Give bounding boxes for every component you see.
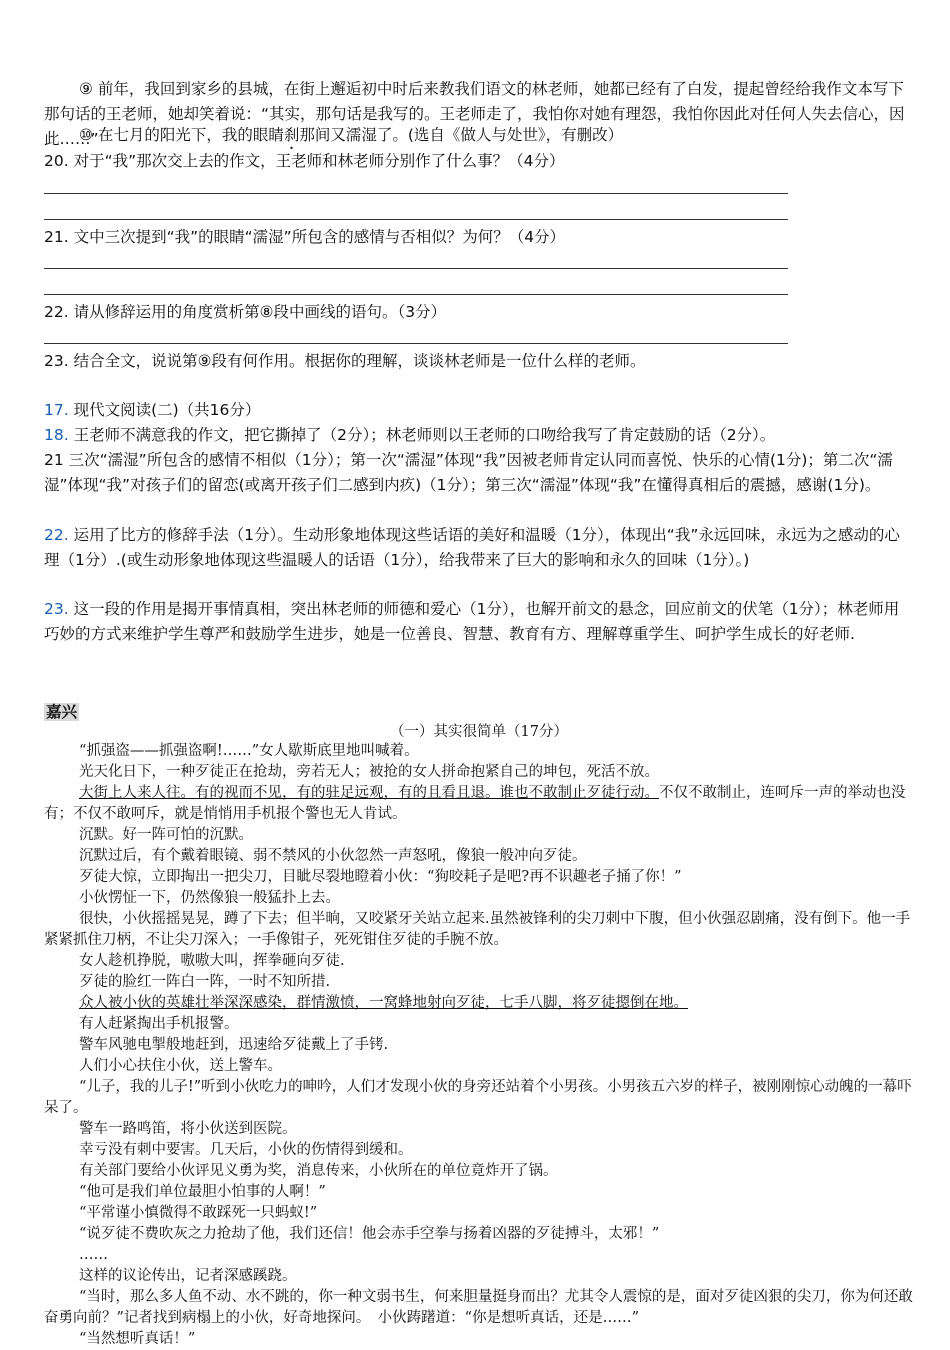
paragraph-9: ⑨ 前年，我回到家乡的县城，在街上邂逅初中时后来教我们语文的林老师，她都已经有了白发，提起曾经给我作文本写下那句话的王老师，她却笑着说：“其实，那句话是我写的。王老师走了，我怕你对她有理怨，我怕你因此对任何人失去信心，因此……” [44,80,905,148]
passage-line: 歹徒的脸红一阵白一阵，一时不知所措. [79,974,331,990]
answer-line[interactable] [44,268,788,269]
answer-number: 18. [44,426,69,444]
passage-line: 警车一路鸣笛，将小伙送到医院。 [79,1121,297,1137]
section-label-text: 嘉兴 [46,703,78,721]
passage-line: 沉默过后，有个戴着眼镜、弱不禁风的小伙忽然一声怒吼，像狼一般冲向歹徒。 [79,848,587,864]
paragraph-10-emphasis: 刹 [283,126,300,144]
underlined-sentence: 大街上人来人往。有的视而不见，有的驻足远观，有的且看且退。谁也不敢制止歹徒行动。 [79,785,659,801]
passage-line: 人们小心扶住小伙，送上警车。 [79,1058,282,1074]
passage-line [44,783,914,825]
passage-line [44,993,914,1014]
question-21: 21. 文中三次提到“我”的眼睛“濡湿”所包含的感情与否相似？为何？（4分） [44,228,566,246]
passage-line: 小伙愣怔一下，仍然像狼一般猛扑上去。 [79,890,340,906]
passage-line: “他可是我们单位最胆小怕事的人啊！” [79,1184,326,1200]
question-20: 20. 对于“我”那次交上去的作文，王老师和林老师分别作了什么事？（4分） [44,152,565,170]
passage-line: “说歹徒不费吹灰之力抢劫了他，我们还信！他会赤手空拳与扬着凶器的歹徒搏斗，太邪！” [79,1226,660,1242]
passage-line: “当然想听真话！” [79,1331,196,1347]
answer-line[interactable] [44,219,788,220]
passage-line: 歹徒大惊，立即掏出一把尖刀，目眦尽裂地瞪着小伙：“狗咬耗子是吧?再不识趣老子捅了你！” [79,869,682,885]
answer-line[interactable] [44,343,788,344]
passage-line: 这样的议论传出，记者深感蹊跷。 [79,1268,297,1284]
passage-line: “平常谨小慎微得不敢踩死一只蚂蚁!” [79,1205,318,1221]
passage-line: 很快，小伙摇摇晃晃，蹲了下去；但半晌，又咬紧牙关站立起来.虽然被锋利的尖刀刺中下腹，但小伙强忍剧痛，没有倒下。他一手紧紧抓住刀柄，不让尖刀深入；一手像钳子，死死钳住歹徒的手腕不放。 [44,911,911,948]
answer-18 [44,423,914,448]
question-23: 23. 结合全文，说说第⑨段有何作用。根据你的理解，谈谈林老师是一位什么样的老师。 [44,352,646,370]
answer-23 [44,597,914,647]
passage-title: （一）其实很简单（17分） [390,724,568,740]
passage-line: “抓强盗——抓强盗啊!……”女人歇斯底里地叫喊着。 [79,743,419,759]
passage-line: 警车风驰电掣般地赶到，迅速给歹徒戴上了手铐. [79,1037,389,1053]
question-22: 22. 请从修辞运用的角度赏析第⑧段中画线的语句。（3分） [44,303,447,321]
passage-line: 幸亏没有刺中要害。几天后，小伙的伤情得到缓和。 [79,1142,413,1158]
answer-17 [44,398,914,423]
answer-text: 王老师不满意我的作文，把它撕掉了（2分）；林老师则以王老师的口吻给我写了肯定鼓励的话（2分）。 [68,426,776,444]
passage-line: “儿子，我的儿子!”听到小伙吃力的呻吟，人们才发现小伙的身旁还站着个小男孩。小男孩五六岁的样子，被刚刚惊心动魄的一幕吓呆了。 [44,1079,912,1116]
passage-line: 光天化日下，一种歹徒正在抢劫，旁若无人；被抢的女人拼命抱紧自己的坤包，死活不放。 [79,764,659,780]
paragraph-10-text-b: 那间又濡湿了。(选自《做人与处世》，有删改） [299,126,624,144]
underlined-sentence: 众人被小伙的英雄壮举深深感染，群情激愤，一窝蜂地射向歹徒，七手八脚，将歹徒摁倒在地。 [79,995,688,1011]
answer-21: 21 三次“濡湿”所包含的感情不相似（1分）；第一次“濡湿”体现“我”因被老师肯定认同而喜悦、快乐的心情(1分)；第二次“濡湿”体现“我”对孩子们的留恋(或离开孩子们二感到内疚)（1分）；第三次“濡湿”体现“我”在懂得真相后的震撼，感谢(1分)。 [44,451,893,494]
passage-line: …… [79,1247,108,1263]
passage-text: 不仅不敢制止，连呵斥一声的举动也没有；不仅不敢呵斥，就是悄悄用手机报个警也无人肯试。 [44,785,906,822]
answer-text: 运用了比方的修辞手法（1分）。生动形象地体现这些话语的美好和温暖（1分），体现出“我”永远回味，永远为之感动的心理（1分）.(或生动形象地体现这些温暖人的话语（1分），给我带来了巨大的影响和永久的回味（1分）。) [44,526,900,569]
answer-number: 22. [44,526,69,544]
passage-line: 有关部门要给小伙评见义勇为奖，消息传来，小伙所在的单位竟炸开了锅。 [79,1163,558,1179]
answer-text: 现代文阅读(二)（共16分） [68,401,261,419]
passage-line: 沉默。好一阵可怕的沉默。 [79,827,253,843]
passage-line: 女人趁机挣脱，嗷嗷大叫，挥拳砸向歹徒. [79,953,345,969]
answer-line[interactable] [44,294,788,295]
paragraph-10-text-a: ⑩ 在七月的阳光下，我的眼睛 [79,126,284,144]
answer-22 [44,523,914,573]
passage-body [0,741,950,1350]
answer-number: 17. [44,401,69,419]
passage-line: 有人赶紧掏出手机报警。 [79,1016,239,1032]
passage-line: “当时，那么多人鱼不动、水不跳的，你一种文弱书生，何来胆量挺身而出？尤其令人震惊的是，面对歹徒凶狠的尖刀，你为何还敢奋勇向前？”记者找到病榻上的小伙，好奇地探问。 小伙踌躇道：“你是想听真话，还是……” [44,1289,913,1326]
answer-number: 23. [44,600,69,618]
answer-line[interactable] [44,193,788,194]
answer-text: 这一段的作用是揭开事情真相，突出林老师的师德和爱心（1分），也解开前文的悬念，回应前文的伏笔（1分）；林老师用巧妙的方式来维护学生尊严和鼓励学生进步，她是一位善良、智慧、教育有方、理解尊重学生、呵护学生成长的好老师. [44,600,900,643]
